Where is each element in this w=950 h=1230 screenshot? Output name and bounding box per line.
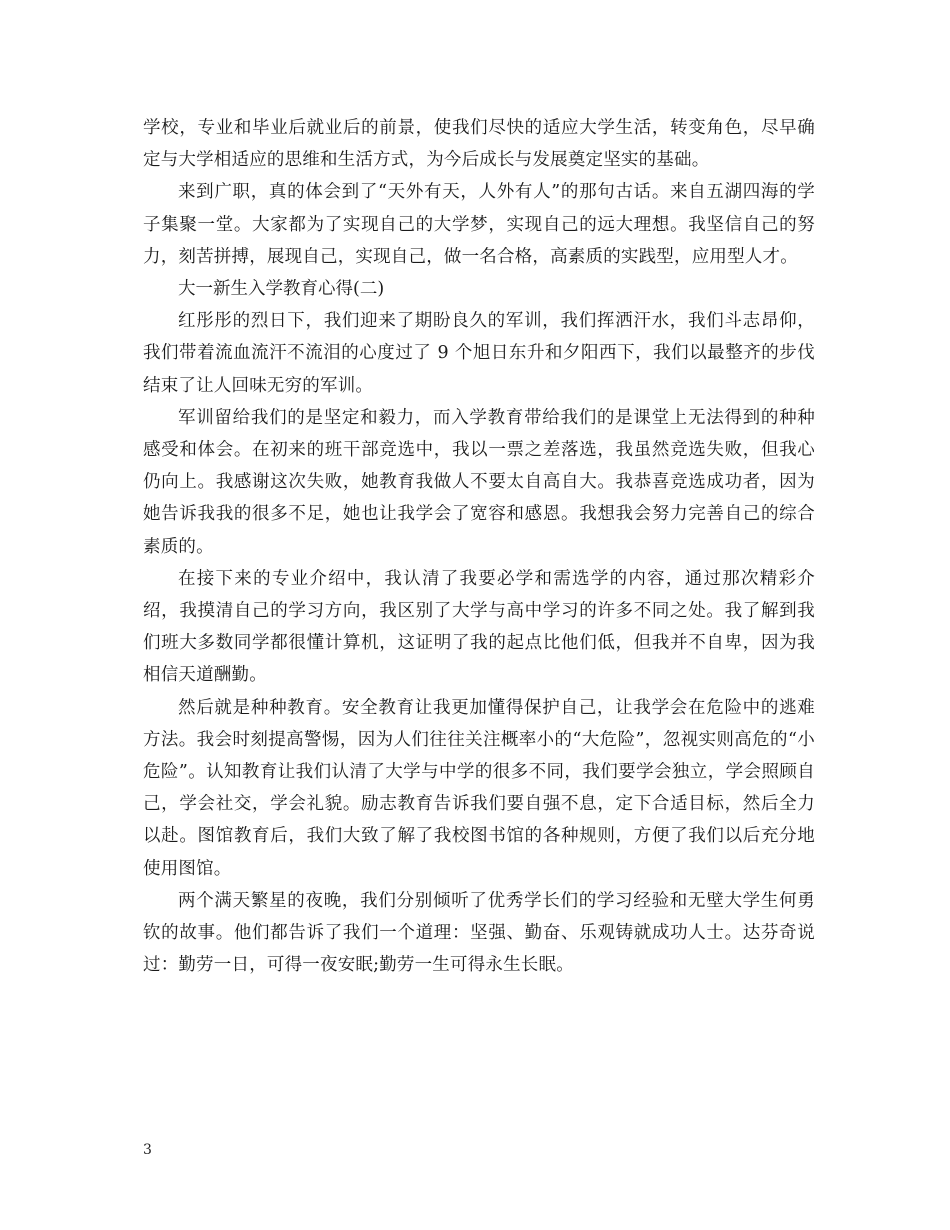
paragraph-1: 学校，专业和毕业后就业后的前景，使我们尽快的适应大学生活，转变角色，尽早确定与大学相适应的思维和生活方式，为今后成长与发展奠定坚实的基础。 xyxy=(143,118,815,171)
paragraph-3: 红彤彤的烈日下，我们迎来了期盼良久的军训，我们挥洒汗水，我们斗志昂仰，我们带着流血流汗不流泪的心度过了 9 个旭日东升和夕阳西下，我们以最整齐的步伐结束了让人回味无穷的军训。 xyxy=(143,311,815,396)
section-heading: 大一新生入学教育心得(二) xyxy=(178,279,385,300)
paragraph-7: 两个满天繁星的夜晚，我们分别倾听了优秀学长们的学习经验和无壁大学生何勇钦的故事。他们都告诉了我们一个道理：坚强、勤奋、乐观铸就成功人士。达芬奇说过：勤劳一日，可得一夜安眠;勤劳一生可得永生长眠。 xyxy=(143,890,815,976)
paragraph-4: 军训留给我们的是坚定和毅力，而入学教育带给我们的是课堂上无法得到的种种感受和体会。在初来的班干部竞选中，我以一票之差落选，我虽然竞选失败，但我心仍向上。我感谢这次失败，她教育我做人不要太自高自大。我恭喜竞选成功者，因为她告诉我我的很多不足，她也让我学会了宽容和感恩。我想我会努力完善自己的综合素质的。 xyxy=(143,407,815,557)
paragraph-5: 在接下来的专业介绍中，我认清了我要必学和需选学的内容，通过那次精彩介绍，我摸清自己的学习方向，我区别了大学与高中学习的许多不同之处。我了解到我们班大多数同学都很懂计算机，这证明了我的起点比他们低，但我并不自卑，因为我相信天道酬勤。 xyxy=(143,568,815,686)
paragraph-2: 来到广职，真的体会到了“天外有天，人外有人”的那句古话。来自五湖四海的学子集聚一堂。大家都为了实现自己的大学梦，实现自己的远大理想。我坚信自己的努力，刻苦拼搏，展现自己，实现自己，做一名合格，高素质的实践型，应用型人才。 xyxy=(143,182,815,267)
document-body xyxy=(143,112,815,981)
paragraph-6: 然后就是种种教育。安全教育让我更加懂得保护自己，让我学会在危险中的逃难方法。我会时刻提高警惕，因为人们往往关注概率小的“大危险”，忽视实则高危的“小危险”。认知教育让我们认清了大学与中学的很多不同，我们要学会独立，学会照顾自己，学会社交，学会礼貌。励志教育告诉我们要自强不息，定下合适目标，然后全力以赴。图馆教育后，我们大致了解了我校图书馆的各种规则，方便了我们以后充分地使用图馆。 xyxy=(143,697,815,879)
page-number: 3 xyxy=(143,1142,152,1158)
